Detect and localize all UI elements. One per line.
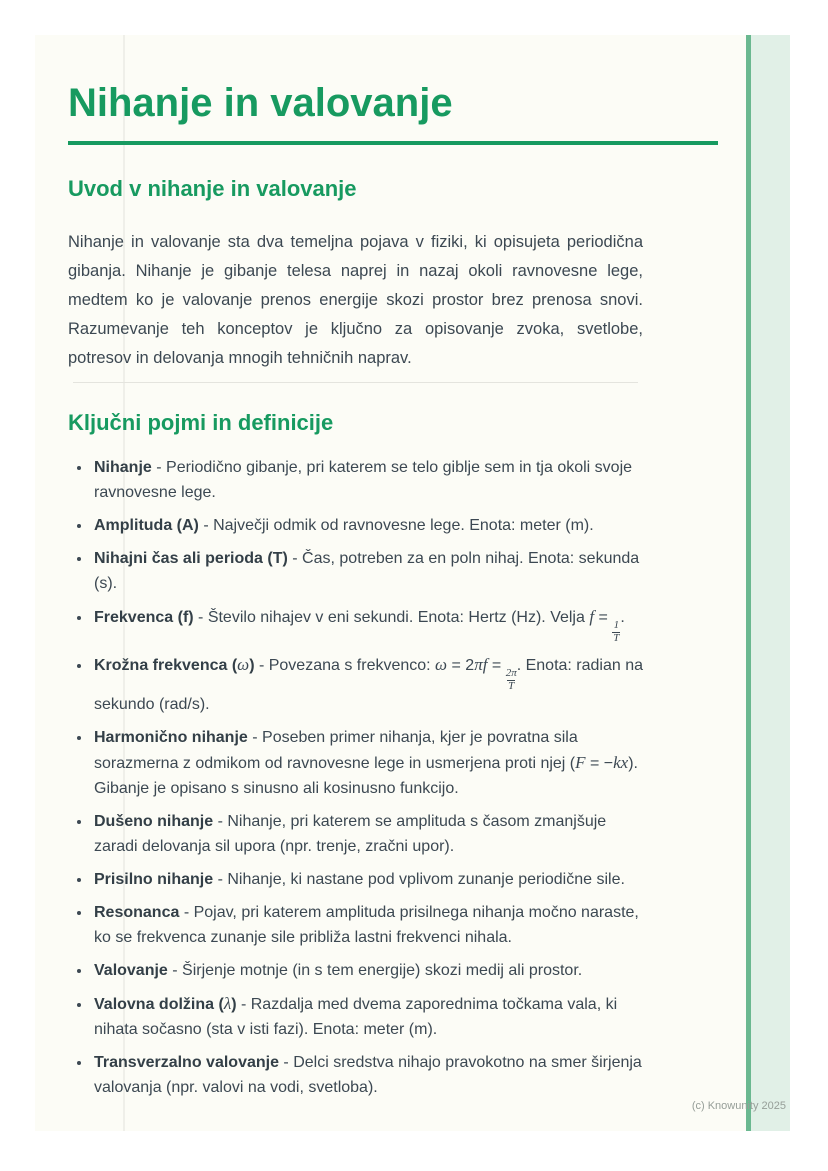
definition-text: - Širjenje motnje (in s tem energije) skozi medij ali prostor. xyxy=(167,962,583,980)
definition-text: = 2 xyxy=(447,657,475,675)
definitions-list xyxy=(68,455,643,1100)
definition-text: - Pojav, pri katerem amplituda prisilnega nihanja močno naraste, ko se frekvenca zunanje sile približa lastni frekvenci nihala. xyxy=(94,904,639,947)
definition-text: ). Gibanje je opisano s sinusno ali kosinusno funkcijo. xyxy=(94,755,638,798)
intro-paragraph: Nihanje in valovanje sta dva temeljna pojava v fiziki, ki opisujeta periodična gibanja. Nihanje je gibanje telesa naprej in nazaj okoli ravnovesne lege, medtem ko je valovanje prenos energije skozi prostor brez prenosa snovi. Razumevanje teh konceptov je ključno za opisovanje zvoka, svetlobe, potresov in delovanja mnogih tehničnih naprav. xyxy=(68,233,643,367)
section-heading-intro: Uvod v nihanje in valovanje xyxy=(68,176,357,201)
definition-text: - Število nihajev v eni sekundi. Enota: Hertz (Hz). Velja xyxy=(193,609,590,626)
math-symbol: kx xyxy=(613,753,629,773)
math-symbol: f xyxy=(589,607,595,626)
footer-credit: (c) Knowunity 2025 xyxy=(691,1100,786,1112)
math-fraction: $\frac{1}{T}$ xyxy=(613,619,620,644)
definition-text: - Delci sredstva nihajo pravokotno na smer širjenja valovanja (npr. valovi na vodi, svetloba). xyxy=(94,1054,642,1097)
definition-text: - Povezana s frekvenco: xyxy=(254,657,436,675)
definition-term: ) xyxy=(231,996,237,1014)
definition-item xyxy=(92,725,643,801)
section-divider xyxy=(73,382,638,383)
definition-term: Resonanca xyxy=(94,904,180,922)
definition-item xyxy=(92,900,643,950)
definition-term: Transverzalno valovanje xyxy=(94,1054,279,1072)
definition-term: Prisilno nihanje xyxy=(94,871,214,889)
definition-text: - Nihanje, ki nastane pod vplivom zunanje periodične sile. xyxy=(213,871,625,889)
definition-term: Frekvenca (f) xyxy=(94,609,194,626)
definition-item xyxy=(92,958,643,983)
definition-item xyxy=(92,546,643,596)
definition-item xyxy=(92,513,643,538)
definition-text: = xyxy=(594,609,613,626)
math-symbol: ω xyxy=(435,655,448,675)
document-page xyxy=(35,35,790,1131)
definition-text: = xyxy=(487,657,506,675)
section-heading-definitions: Ključni pojmi in definicije xyxy=(68,410,334,435)
definition-text: - Periodično gibanje, pri katerem se telo giblje sem in tja okoli svoje ravnovesne lege. xyxy=(94,459,633,501)
math-symbol: F xyxy=(575,753,586,773)
definition-item xyxy=(92,809,643,859)
definition-term: Krožna frekvenca ( xyxy=(94,657,238,675)
page-content xyxy=(68,35,643,1108)
definition-item xyxy=(92,867,643,892)
math-symbol: ω xyxy=(237,655,250,675)
definition-item xyxy=(92,991,643,1042)
definition-text: - Poseben primer nihanja, kjer je povratna sila sorazmerna z odmikom od ravnovesne lege in usmerjena proti njej ( xyxy=(94,729,578,773)
definition-item xyxy=(92,455,643,505)
definition-term: ) xyxy=(249,657,255,675)
definition-text: = − xyxy=(585,755,614,773)
definition-term: Nihajni čas ali perioda (T) xyxy=(94,550,288,567)
definition-text: - Največji odmik od ravnovesne lege. Enota: meter (m). xyxy=(198,517,594,534)
definition-text: . xyxy=(620,609,625,626)
definition-term: Nihanje xyxy=(94,459,152,476)
definition-text: - Nihanje, pri katerem se amplituda s časom zmanjšuje zaradi delovanja sil upora (npr. trenje, zračni upor). xyxy=(94,813,607,856)
math-fraction: $\frac{2\pi}{T}$ xyxy=(505,667,517,692)
page-title: Nihanje in valovanje xyxy=(68,81,453,125)
definition-term: Valovanje xyxy=(94,962,168,980)
math-symbol: πf xyxy=(474,655,488,675)
definition-item xyxy=(92,1050,643,1100)
definition-item xyxy=(92,604,643,644)
definition-text: . Enota: radian na sekundo (rad/s). xyxy=(94,657,644,714)
definition-text: - Čas, potreben za en poln nihaj. Enota: sekunda (s). xyxy=(94,550,640,592)
definition-term: Dušeno nihanje xyxy=(94,813,214,831)
right-accent-band xyxy=(751,35,790,1131)
definition-term: Valovna dolžina ( xyxy=(94,996,224,1014)
right-accent-line xyxy=(746,35,751,1131)
definition-text: - Razdalja med dvema zaporednima točkama vala, ki nihata sočasno (sta v isti fazi). Enota: meter (m). xyxy=(94,996,618,1039)
title-underline-rule xyxy=(68,141,718,145)
math-symbol: λ xyxy=(223,994,232,1014)
definition-item xyxy=(92,652,643,717)
definition-term: Harmonično nihanje xyxy=(94,729,248,747)
definition-term: Amplituda (A) xyxy=(94,517,199,534)
